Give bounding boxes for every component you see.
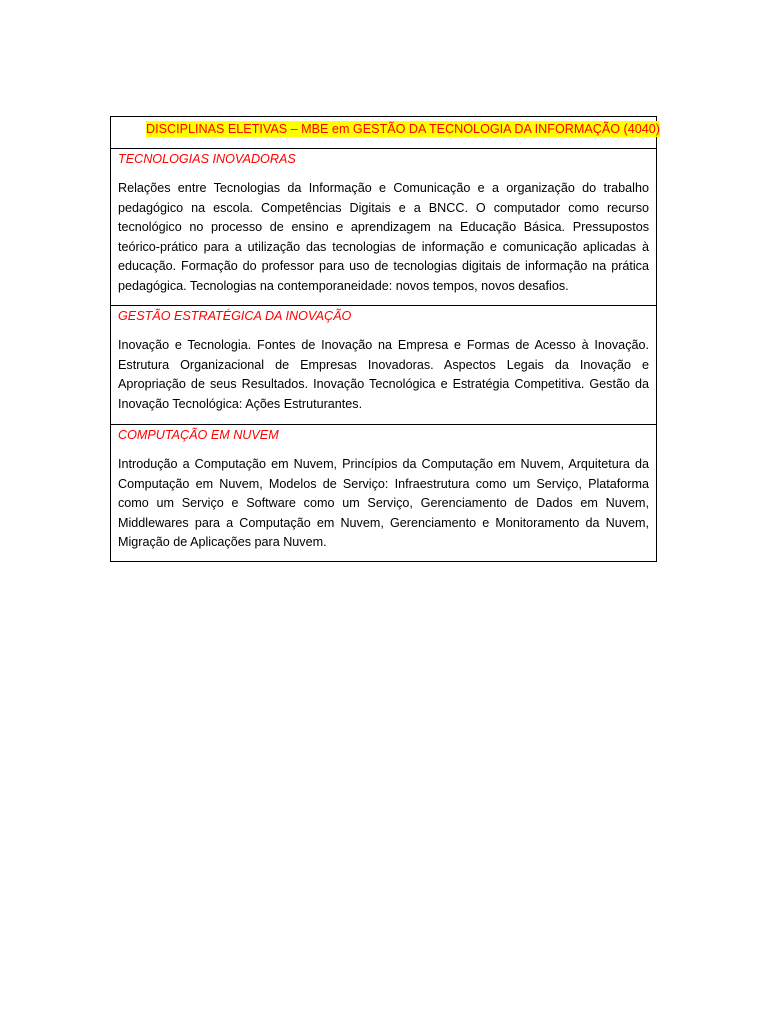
table-title: DISCIPLINAS ELETIVAS – MBE em GESTÃO DA TECNOLOGIA DA INFORMAÇÃO (4040) [146,122,660,136]
course-heading: GESTÃO ESTRATÉGICA DA INOVAÇÃO [118,309,352,323]
course-section-gestao-estrategica [111,305,656,424]
course-heading: COMPUTAÇÃO EM NUVEM [118,428,279,442]
course-section-computacao-nuvem [111,424,656,561]
course-heading: TECNOLOGIAS INOVADORAS [118,152,296,166]
course-section-tecnologias-inovadoras [111,149,656,305]
course-description: Relações entre Tecnologias da Informação e Comunicação e a organização do trabalho pedagógico na escola. Competências Digitais e a BNCC. O computador como recurso tecnológico no processo de ensino e aprendizagem na Educação Básica. Pressupostos teórico-prático para a utilização das tecnologias de informação e comunicação aplicadas à educação. Formação do professor para uso de tecnologias digitais de informação na prática pedagógica. Tecnologias na contemporaneidade: novos tempos, novos desafios. [118,181,649,293]
course-description: Inovação e Tecnologia. Fontes de Inovação na Empresa e Formas de Acesso à Inovação. Estrutura Organizacional de Empresas Inovadoras. Aspectos Legais da Inovação e Apropriação de seus Resultados. Inovação Tecnológica e Estratégia Competitiva. Gestão da Inovação Tecnológica: Ações Estruturantes. [118,338,649,411]
elective-courses-table [110,116,660,562]
course-description: Introdução a Computação em Nuvem, Princípios da Computação em Nuvem, Arquitetura da Computação em Nuvem, Modelos de Serviço: Infraestrutura como um Serviço, Plataforma como um Serviço e Software como um Serviço, Gerenciamento de Dados em Nuvem, Middlewares para a Computação em Nuvem, Gerenciamento e Monitoramento da Nuvem, Migração de Aplicações para Nuvem. [118,457,649,549]
table-title-row [111,117,660,149]
